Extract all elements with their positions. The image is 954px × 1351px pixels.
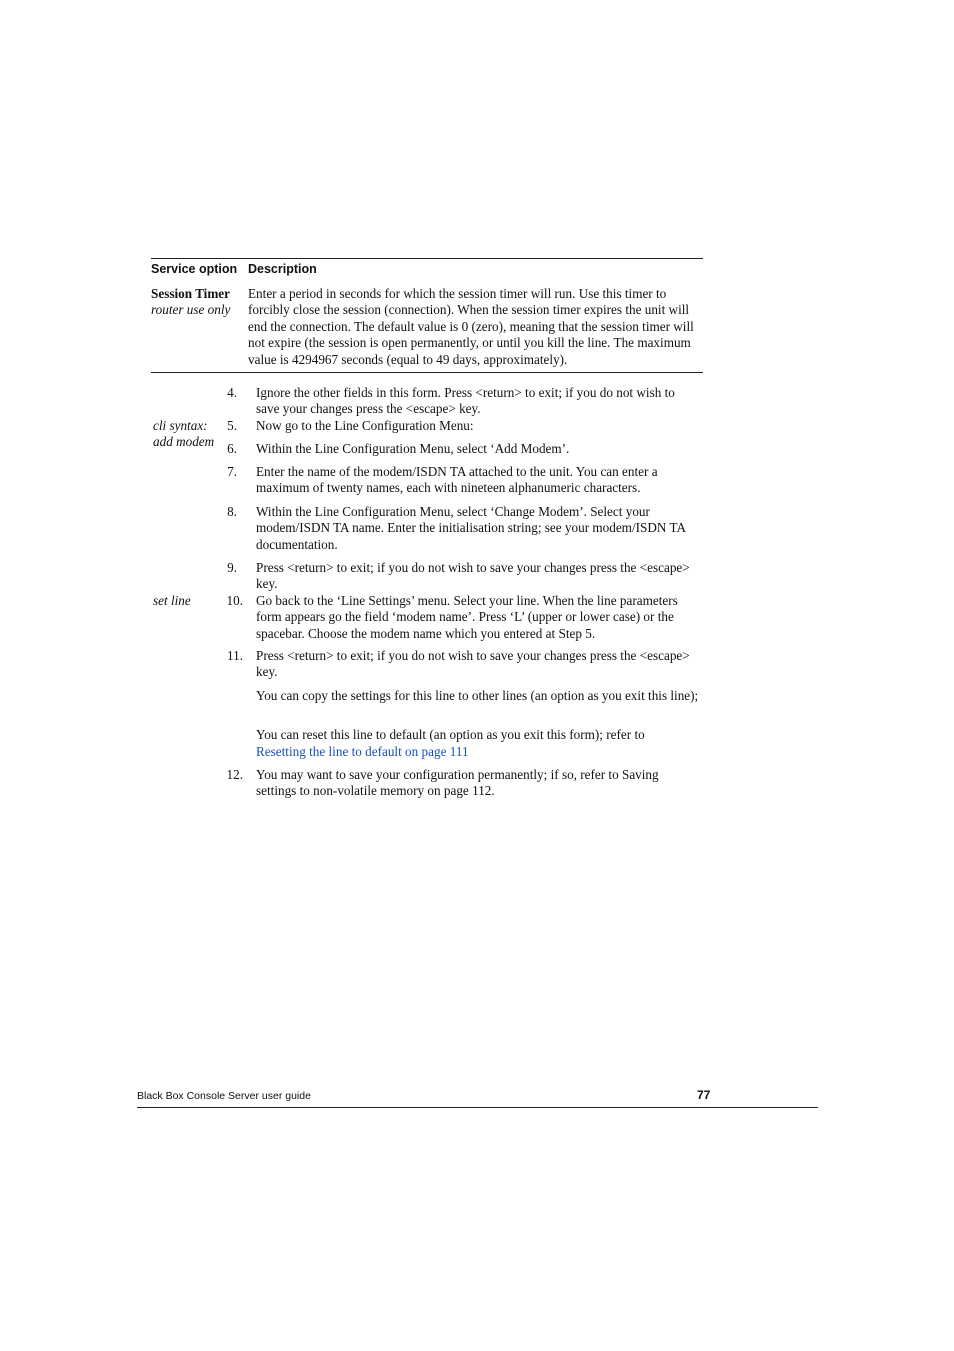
step-number: 5. (227, 418, 237, 433)
step-number: 9. (227, 560, 237, 575)
option-description: Enter a period in seconds for which the session timer will run. Use this timer to forcibly close the session (connection). When the session timer expires the unit will end the connection. The default value is 0 (zero), meaning that the session timer will not expire (the session is open permanently, or until you kill the line. The maximum value is 4294967 seconds (equal to 49 days, approximately). (248, 286, 694, 367)
footer-rule (137, 1107, 818, 1108)
page-number: 77 (697, 1088, 711, 1102)
option-name: Session Timer (151, 286, 231, 301)
cli-syntax-label: cli syntax: (153, 418, 208, 433)
step-text: You may want to save your configuration permanently; if so, refer to Saving settings to non-volatile memory on page 112. (256, 767, 659, 799)
step-number: 7. (227, 464, 237, 479)
step-text: Now go to the Line Configuration Menu: (256, 418, 474, 433)
step-number: 8. (227, 504, 237, 519)
set-line-note: set line (153, 593, 191, 608)
table-bottom-rule (151, 372, 703, 373)
step-text: Within the Line Configuration Menu, select ‘Change Modem’. Select your modem/ISDN TA name. Enter the initialisation string; see your modem/ISDN TA documentation. (256, 504, 686, 552)
step-text: Press <return> to exit; if you do not wish to save your changes press the <escape> key. (256, 648, 690, 680)
footer-guide-title: Black Box Console Server user guide (137, 1090, 311, 1102)
reset-line-paragraph: You can reset this line to default (an option as you exit this form); refer to (256, 727, 645, 742)
step-text: Press <return> to exit; if you do not wish to save your changes press the <escape> key. (256, 560, 690, 592)
table-header-description: Description (248, 262, 317, 276)
step-number: 12. (226, 767, 243, 782)
step-number: 11. (227, 648, 243, 663)
step-text: Within the Line Configuration Menu, select ‘Add Modem’. (256, 441, 570, 456)
table-header-option: Service option (151, 262, 238, 276)
table-top-rule (151, 258, 703, 259)
step-text: Ignore the other fields in this form. Press <return> to exit; if you do not wish to save your changes press the <escape> key. (256, 385, 675, 417)
copy-settings-paragraph: You can copy the settings for this line to other lines (an option as you exit this line); (256, 688, 699, 703)
step-number: 6. (227, 441, 237, 456)
option-note: router use only (151, 302, 231, 317)
step-text: Go back to the ‘Line Settings’ menu. Select your line. When the line parameters form appears go the field ‘modem name’. Press ‘L’ (upper or lower case) or the spacebar. Choose the modem name which you entered at Step 5. (256, 593, 678, 641)
step-number: 10. (226, 593, 243, 608)
step-number: 4. (227, 385, 237, 400)
cli-syntax-command: add modem (153, 434, 215, 449)
step-text: Enter the name of the modem/ISDN TA attached to the unit. You can enter a maximum of twenty names, each with nineteen alphanumeric characters. (256, 464, 658, 496)
reset-line-link[interactable]: Resetting the line to default on page 111 (256, 744, 469, 759)
